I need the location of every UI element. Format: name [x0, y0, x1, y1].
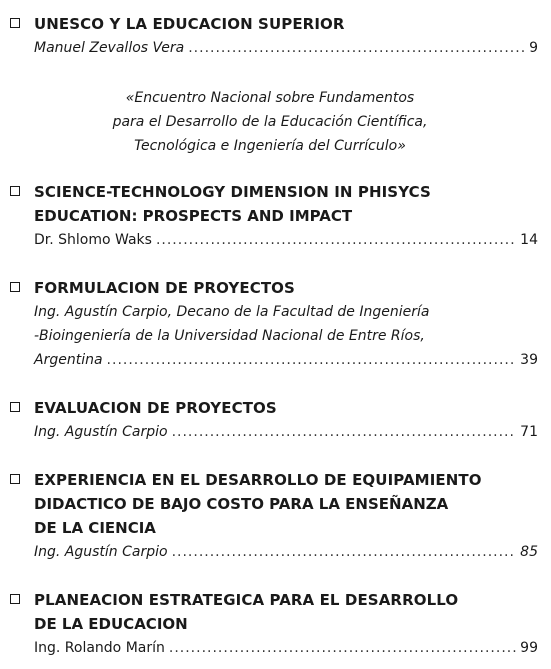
toc-entry-title: EXPERIENCIA EN EL DESARROLLO DE EQUIPAMIENTO — [8, 468, 538, 492]
checkbox-icon — [10, 474, 20, 484]
toc-entry-title-continued: DE LA EDUCACION — [34, 615, 188, 633]
section-quote: «Encuentro Nacional sobre Fundamentos para el Desarrollo de la Educación Científica, Tecnológica e Ingeniería del Currículo» — [112, 90, 428, 154]
toc-entry-title: FORMULACION DE PROYECTOS — [8, 276, 538, 300]
checkbox-icon — [10, 186, 20, 196]
toc-entry-author-row — [8, 228, 538, 252]
toc-entry-title: UNESCO Y LA EDUCACION SUPERIOR — [8, 12, 538, 36]
toc-entry-title-continued: DE LA CIENCIA — [34, 519, 156, 537]
dot-leader — [188, 36, 525, 60]
toc-entry-author-row — [8, 420, 538, 444]
toc-entry-author-row — [8, 636, 538, 660]
toc-entry-author: Ing. Agustín Carpio — [34, 544, 168, 560]
dot-leader — [169, 636, 516, 660]
toc-entry-author: Ing. Agustín Carpio — [34, 424, 168, 440]
toc-entry-author-row — [8, 36, 538, 60]
toc-entry-page: 71 — [520, 424, 538, 440]
toc-entry-author: Manuel Zevallos Vera — [34, 40, 185, 56]
toc-entry-author: Ing. Rolando Marín — [34, 640, 165, 656]
checkbox-icon — [10, 402, 20, 412]
toc-entry-page: 9 — [529, 40, 538, 56]
toc-entry-author-row — [8, 348, 538, 372]
toc-entry — [8, 276, 538, 372]
toc-entry — [8, 588, 538, 660]
toc-entry-title-continued: EDUCATION: PROSPECTS AND IMPACT — [34, 207, 353, 225]
toc-entry — [8, 12, 538, 60]
toc-entry-author: Dr. Shlomo Waks — [34, 232, 152, 248]
toc-entry — [8, 396, 538, 444]
toc-entry-author-line: -Bioingeniería de la Universidad Nacional de Entre Ríos, — [34, 328, 425, 344]
toc-entry — [8, 468, 538, 564]
checkbox-icon — [10, 18, 20, 28]
toc-entry-title: EVALUACION DE PROYECTOS — [8, 396, 538, 420]
dot-leader — [156, 228, 516, 252]
toc-entry-title: PLANEACION ESTRATEGICA PARA EL DESARROLLO — [8, 588, 538, 612]
toc-entry-title-continued: DIDACTICO DE BAJO COSTO PARA LA ENSEÑANZA — [34, 495, 449, 513]
toc-entry-page: 99 — [520, 640, 538, 656]
dot-leader — [172, 420, 517, 444]
toc-entry-page: 14 — [520, 232, 538, 248]
checkbox-icon — [10, 282, 20, 292]
toc-entry-title: SCIENCE-TECHNOLOGY DIMENSION IN PHISYCS — [8, 180, 538, 204]
toc-entry-page: 85 — [520, 544, 538, 560]
dot-leader — [172, 540, 517, 564]
toc-entry-author-row — [8, 540, 538, 564]
toc-entry — [8, 180, 538, 252]
dot-leader — [107, 348, 517, 372]
toc-entry-author: Argentina — [34, 352, 103, 368]
toc-entry-page: 39 — [520, 352, 538, 368]
checkbox-icon — [10, 594, 20, 604]
toc-entry-author-line: Ing. Agustín Carpio, Decano de la Facultad de Ingeniería — [34, 304, 430, 320]
